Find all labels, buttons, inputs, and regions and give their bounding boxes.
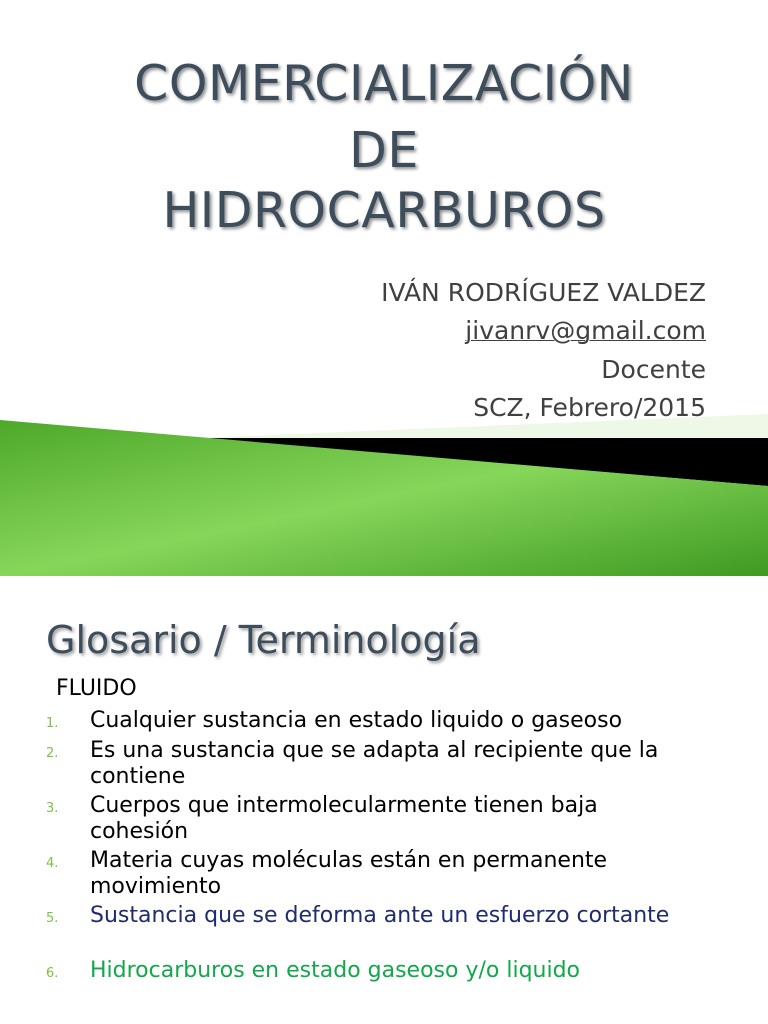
slide-title-line-3: HIDROCARBUROS: [162, 182, 606, 239]
list-item: Cuerpos que intermolecularmente tienen baja cohesión: [90, 793, 598, 844]
list-item: Es una sustancia que se adapta al recipiente que la contiene: [90, 738, 659, 789]
item-number: 5.: [46, 911, 59, 926]
glossary-slide: [0, 578, 768, 1024]
item-number: 4.: [46, 856, 59, 871]
slide-title-line-1: COMERCIALIZACIÓN: [134, 55, 634, 112]
list-item: Cualquier sustancia en estado liquido o gaseoso: [90, 708, 623, 733]
email-line: [465, 316, 706, 345]
item-number: 6.: [46, 966, 59, 981]
author-role: Docente: [601, 355, 706, 384]
item-number: 1.: [46, 716, 59, 731]
place-date: SCZ, Febrero/2015: [473, 393, 706, 422]
list-item: Hidrocarburos en estado gaseoso y/o liquido: [90, 958, 581, 983]
list-item: Materia cuyas moléculas están en permanente movimiento: [90, 848, 608, 899]
term-heading: FLUIDO: [56, 676, 137, 701]
slide-title-line-2: DE: [349, 122, 419, 179]
email-link[interactable]: jivanrv@gmail.com: [465, 316, 706, 345]
glossary-title: Glosario / Terminología: [46, 618, 481, 662]
author-name: IVÁN RODRÍGUEZ VALDEZ: [381, 278, 706, 307]
list-item: Sustancia que se deforma ante un esfuerzo cortante: [90, 903, 670, 928]
item-number: 3.: [46, 801, 59, 816]
item-number: 2.: [46, 746, 59, 761]
